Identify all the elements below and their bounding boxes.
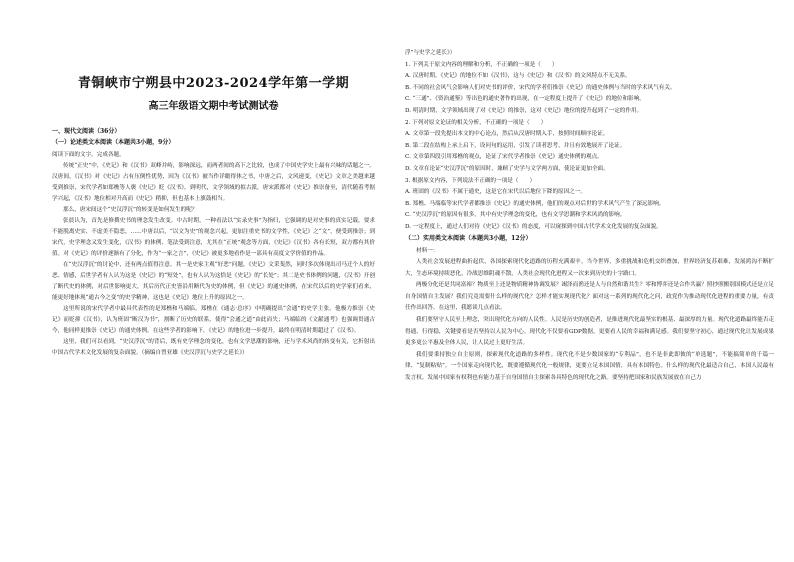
question-option: D. 一定程度上，通过人们对待《史记》《汉书》的态度，可以窥探到中国古代学术文化发展的复杂面貌。: [405, 223, 662, 230]
passage-paragraph: 这里所说的宋代学者中最具代表性的是郑樵和马端临。郑樵在《通志·总序》中明确提出“会通”的史学主张，他极力推崇《史记》而贬抑《汉书》，认为班固“断汉为书”，割断了历史的联系，使得“会通之道”由此而失；马端临的《文献通考》也强调贯通古今，他同样更推崇《史记》的通史体例。在这些学者的影响下，《史记》的地位进一步提升，最终在明清时期超过了《汉书》。: [52, 306, 375, 334]
passage-paragraph: 那么，唐宋间这个“史汉浮沉”的转变是如何发生的呢？: [63, 207, 198, 213]
question-option: C. “三通”、《资治通鉴》等出色的通史著作的出现，在一定程度上提升了《史记》的地位和影响。: [405, 96, 645, 103]
passage-paragraph: 我们要秉持独立自主原则，探索现代化道路的多样性。现代化不是少数国家的“专利品”，也不是非此即彼的“单选题”，不能搞简单的千篇一律、“复制粘贴”。一个国家走向现代化，既要遵循现代化一般规律，更要立足本国国情，具有本国特色。什么样的现代化最适合自己，本国人民最有发言权。发展中国家有权利也有能力基于自身国情自主探索各具特色的现代化之路。要坚持把国家和民族发展放在自己力: [405, 351, 774, 382]
passage-paragraph: 在“史汉浮沉”的讨论中，还有两点值得注意。其一是史家主观“好恶”问题，《史记》文采斐然，同时多次体现出司马迁个人的好恶、情感，后世学者有人认为这是《史记》的“短处”，也有人认为这恰是《史记》的“长处”；其二是史书体例的问题，《汉书》开创了断代史的体例，对后世影响更大，其后历代正史皆沿用断代为史的体例，但《史记》的通史体例，在宋代以后的史学家们看来，能更好地体现“通古今之变”的史学精神，这也是《史记》地位上升的原因之一。: [52, 262, 375, 301]
question-option: A. 文章第一段先提出本文的中心论点，然后从汉唐时期入手，按照时间顺序论证。: [405, 131, 609, 138]
right-page: [397, 0, 794, 562]
exam-title: 青铜峡市宁朔县中2023-2024学年第一学期: [77, 76, 350, 91]
question-1: 1. 下列关于原文内容的理解和分析，不正确的一项是（ ）: [405, 61, 558, 68]
passage-paragraph: 张晨认为，首先是修撰史书的理念发生改变。中古时期，一种看法以“实录史事”为指归，它强调的是对史事的真实记载，要求不能脱离史实、不虚美不隐恶，……中唐以后，“以文为史”的观念兴起，更加注重史书的文学性，《史记》之“文”，便受到推崇；到宋代，史学理念又发生变化，《汉书》的体例、笔法受到注意，尤其在“正统”观念等方面，《史记》《汉书》各有长短，双方都有其价值。对《史记》的评价逐渐有了分化，作为“一家之言”，《史记》被更多地看作是一部具有高度文学价值的作品。: [52, 218, 375, 257]
question-option: D. 文章在论证“史汉浮沉”的原因时，兼顾了史学与文学两方面，使论证更加全面。: [405, 165, 609, 172]
exam-subtitle: 高三年级语文期中考试测试卷: [148, 101, 279, 112]
material-label: 材料一：: [416, 247, 439, 254]
passage-paragraph: 人类社会发展进程曲折起伏，各国探索现代化道路的历程充满艰辛。当今世界，多重挑战和危机交织叠加，世界经济复苏艰难，发展鸿沟不断扩大，生态环境持续恶化。冷战思维阴魂不散，人类社会现代化进程又一次来到历史的十字路口。: [405, 259, 774, 277]
question-option: A. 汉唐时期，《史记》的地位不如《汉书》，这与《史记》和《汉书》的文风特点不无关系。: [405, 73, 631, 80]
question-2: 2. 下列对原文论证的相关分析，不正确的一项是（ ）: [405, 119, 547, 126]
passage-paragraph: 传统“正史”中，《史记》和《汉书》双峰并峙，影响深远，而两者间的高下之比较，也成了中国史学史上最有兴味的话题之一。汉唐间，《汉书》对《史记》占有压倒性优势，因为《汉书》被当作详瞻得体之书，中唐之后，文风递变，《史记》文章之美越来越受到推崇，宋代学者如郑樵等人褒《史记》贬《汉书》。到明代，文学领域的拟古派，唐宋派都对《史记》推崇备至，清代随着考据学兴起，《汉书》地位相对升高而《史记》稍抑，但也基本上旗鼓相当。: [52, 163, 375, 202]
passage-paragraph: 这里，我们可以看到，“史汉浮沉”的背后，既有史学理念的变化，也有文学思潮的影响，还与学术风尚的转变有关，它折射出中国古代学术文化发展的复杂面貌。（摘编自曾亚雄《史汉浮沉与史学之延长》）: [52, 339, 375, 356]
question-option: B. 不同的社会风气会影响人们对史书的评价，宋代的学者们推崇《史记》的通史体例与当时的学术风气有关。: [405, 84, 676, 91]
passage-paragraph: 我们要坚守人民至上理念，突出现代化方向的人民性。人民是历史的创造者，是推进现代化最坚实的根基、最深厚的力量。现代化道路最终能否走得通、行得稳，关键要看是否坚持以人民为中心。现代化不仅要看GDP数据，更要看人民的幸福和满足感。我们要坚守初心，通过现代化让发展成果更多更公平惠及全体人民，让人民过上更好生活。: [405, 317, 775, 347]
passage-continuation: 浮”与史学之延长》）: [405, 50, 456, 56]
question-3: 3. 根据原文内容，下列说法不正确的一项是（ ）: [405, 177, 536, 184]
question-option: B. 郑樵、马端临等宋代学者都推崇《史记》的通史体例，他们的观点对后世的学术风气产生了深远影响。: [405, 200, 665, 207]
question-option: C. “史汉浮沉”的原因有很多，其中有史学理念的变化，也有文学思潮和学术风尚的影响。: [405, 212, 626, 219]
passage-paragraph: 两极分化还是共同富裕？物质至上还是物质精神协调发展？竭泽而渔还是人与自然和谐共生？零和博弈还是合作共赢？照抄照搬别国模式还是立足自身国情自主发展？我们究竟需要什么样的现代化？怎样才能实现现代化？面对这一系列的现代化之问，政党作为推动现代化进程的重要力量，有责任作出回答。在这里，我愿谈几点看法。: [405, 282, 775, 312]
section-heading: 一、现代文阅读（36分）: [52, 128, 121, 135]
question-option: A. 班固的《汉书》不属于通史，这是它在宋代以后地位下降的原因之一。: [405, 189, 587, 196]
subsection-heading: （二）实用类文本阅读（本题共3小题，12分）: [405, 234, 532, 242]
subsection-heading: （一）论述类文本阅读（本题共3小题，9分）: [52, 139, 175, 146]
question-option: C. 文章第四段引用郑樵的观点，论证了宋代学者推崇《史记》通史体例的观点。: [405, 154, 603, 161]
question-option: B. 第二段在结构上承上启下，设问句的运用，引发了读者思考，并且有效地展开了论证。: [405, 142, 626, 149]
reading-instruction: 阅读下面的文字，完成各题。: [52, 152, 125, 158]
question-option: D. 明清时期，文学领域出现了对《史记》的推崇，这对《史记》地位的提升起到了一定的作用。: [405, 107, 643, 114]
